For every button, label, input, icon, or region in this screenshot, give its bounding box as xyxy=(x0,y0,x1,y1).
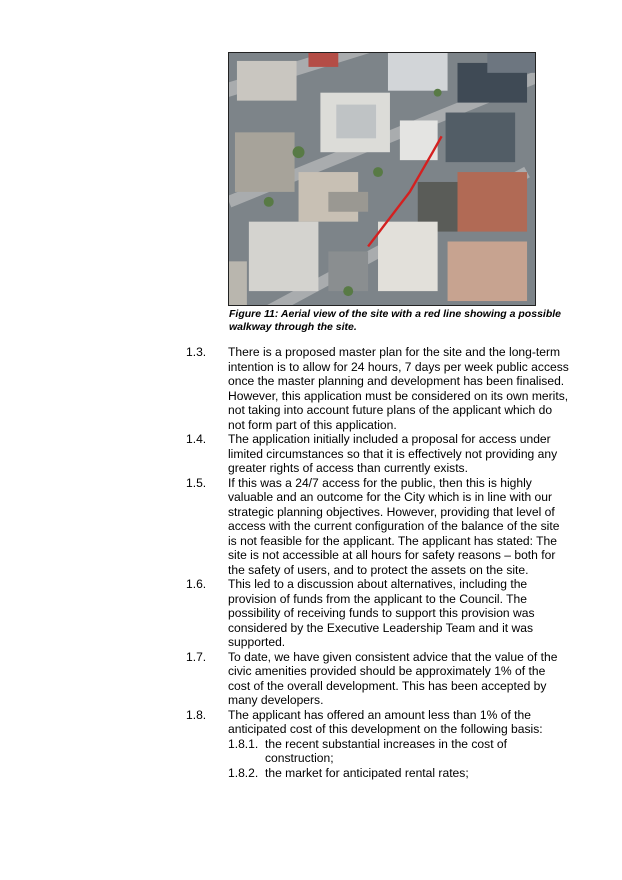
item-number: 1.7. xyxy=(186,649,207,664)
list-item xyxy=(186,476,570,578)
figure-caption: Figure 11: Aerial view of the site with a red line showing a possible walkway through the site. xyxy=(229,308,561,333)
subitem-text: the market for anticipated rental rates; xyxy=(265,765,469,780)
item-number: 1.6. xyxy=(186,577,207,591)
list-item xyxy=(186,432,570,476)
item-text: This led to a discussion about alternatives, including the provision of funds from the applicant to the Council. The possibility of receiving funds to support this provision was considered by the Executive Leadership Team and it was supported. xyxy=(228,577,535,649)
subitem-number: 1.8.2. xyxy=(228,765,259,780)
item-number: 1.3. xyxy=(186,345,207,359)
sub-list-item xyxy=(228,737,570,766)
item-number: 1.5. xyxy=(186,475,207,490)
list-item xyxy=(186,650,570,708)
item-number: 1.8. xyxy=(186,707,207,722)
list-item xyxy=(186,577,570,650)
list-item xyxy=(186,708,570,781)
sub-list-item xyxy=(228,766,570,781)
item-text: If this was a 24/7 access for the public, then this is highly valuable and an outcome for the City which is in line with our strategic planning objectives. However, providing that level of access with the current configuration of the balance of the site is not feasible for the applicant. The applicant has stated: The site is not accessible at all hours for safety reasons – both for the safety of users, and to protect the assets on the site. xyxy=(228,475,560,577)
aerial-view-image xyxy=(228,52,536,306)
subitem-number: 1.8.1. xyxy=(228,736,259,751)
item-text: To date, we have given consistent advice that the value of the civic amenities provided should be approximately 1% of the cost of the overall development. This has been accepted by many developers. xyxy=(228,649,558,707)
item-number: 1.4. xyxy=(186,432,207,446)
item-text: The application initially included a proposal for access under limited circumstances so that it is effectively not providing any greater rights of access than currently exists. xyxy=(228,432,558,475)
subitem-text: the recent substantial increases in the cost of construction; xyxy=(265,736,508,765)
numbered-list xyxy=(186,345,570,780)
list-item xyxy=(186,345,570,432)
item-text: There is a proposed master plan for the site and the long-term intention is to allow for 24 hours, 7 days per week public access once the master planning and development has been finalised. However, this application must be considered on its own merits, not taking into account future plans of the applicant which do not form part of this application. xyxy=(228,345,569,432)
item-body xyxy=(228,708,570,781)
item-text: The applicant has offered an amount less than 1% of the anticipated cost of this development on the following basis: xyxy=(228,707,543,736)
